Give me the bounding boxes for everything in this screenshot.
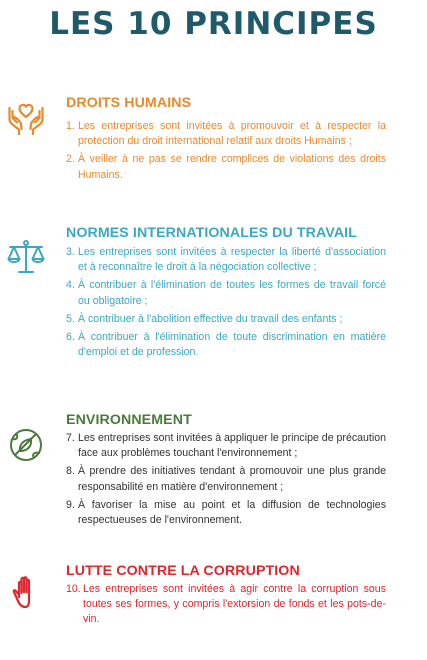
list-item: 7. Les entreprises sont invitées à appliquer le principe de précaution face aux problèmes touchant l'environnement ;	[66, 432, 386, 460]
scales-icon	[6, 238, 46, 278]
list-item: 1. Les entreprises sont invitées à promouvoir et à respecter la protection du droit international relatif aux droits Humains ;	[66, 120, 386, 148]
list-item: 6. À contribuer à l'élimination de toute discrimination en matière d'emploi et de profession.	[66, 331, 386, 359]
list-item: 5. À contribuer à l'abolition effective du travail des enfants ;	[66, 312, 343, 325]
list-item: 4. À contribuer à l'élimination de toutes les formes de travail forcé ou obligatoire ;	[66, 279, 386, 307]
principles-list	[66, 582, 386, 631]
section-heading: ENVIRONNEMENT	[66, 412, 192, 428]
list-item: 9. À favoriser la mise au point et la diffusion de technologies respectueuses de l'environnement.	[66, 498, 386, 527]
page-title: LES 10 PRINCIPES	[49, 6, 378, 42]
list-item: 8. À prendre des initiatives tendant à promouvoir une plus grande responsabilité en matière d'environnement ;	[66, 465, 386, 493]
list-item: 3. Les entreprises sont invitées à respecter la liberté d'association et à reconnaître le droit à la négociation collective ;	[66, 246, 386, 274]
stop-hand-icon	[6, 573, 46, 613]
globe-leaf-icon	[6, 425, 46, 465]
list-item: 2. À veiller à ne pas se rendre complices de violations des droits Humains.	[66, 153, 386, 181]
list-item: 10. Les entreprises sont invitées à agir contre la corruption sous toutes ses formes, y compris l'extorsion de fonds et les pots-de-vin.	[66, 583, 386, 626]
principles-list	[66, 431, 386, 531]
hands-heart-icon	[6, 98, 46, 138]
section-heading: NORMES INTERNATIONALES DU TRAVAIL	[66, 225, 357, 241]
principles-list	[66, 245, 386, 363]
principles-list	[66, 119, 386, 186]
section-heading: DROITS HUMAINS	[66, 95, 192, 111]
section-heading: LUTTE CONTRE LA CORRUPTION	[66, 563, 300, 579]
